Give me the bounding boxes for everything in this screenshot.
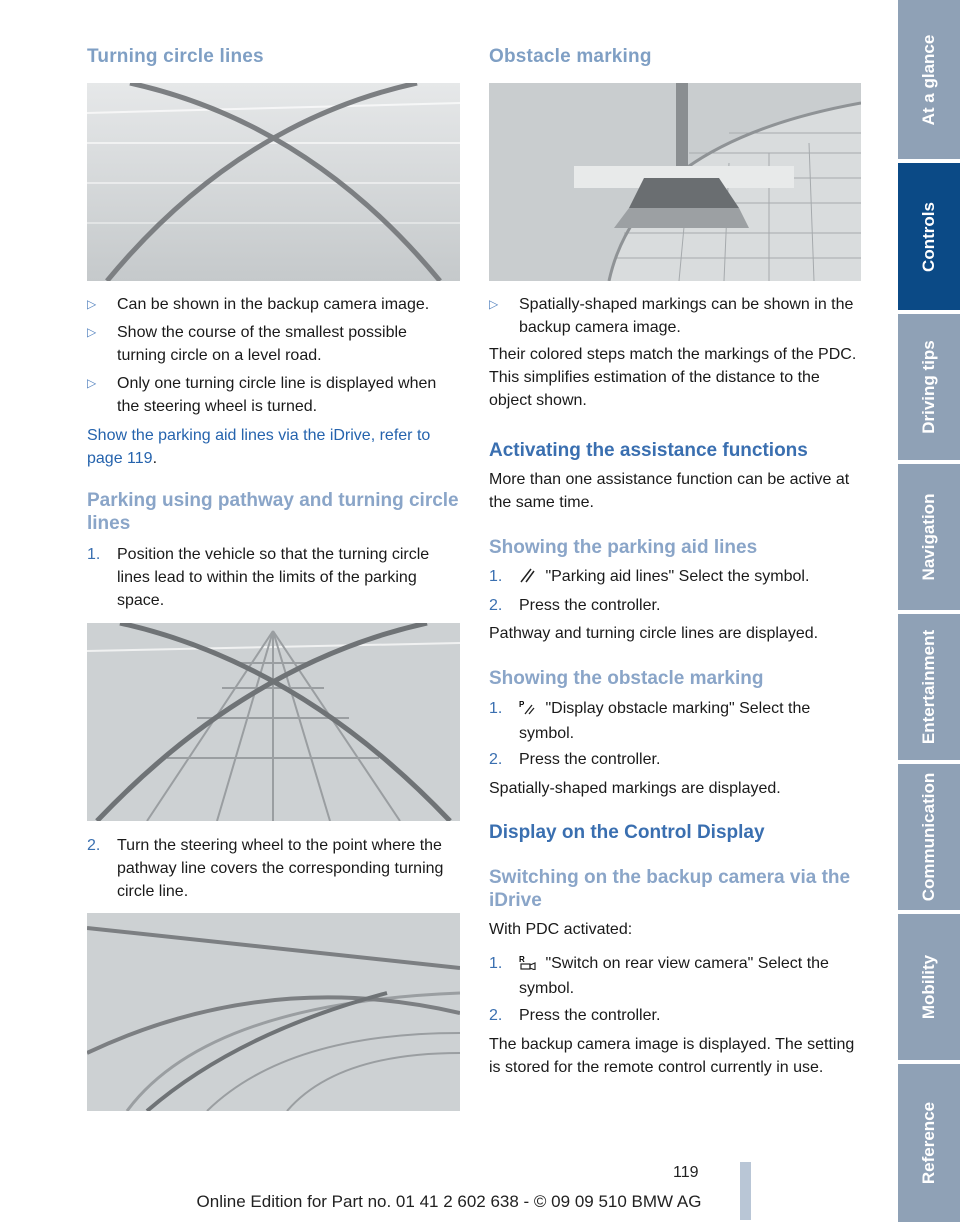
triangle-bullet-icon: ▷ [87,376,97,390]
footer-text: Online Edition for Part no. 01 41 2 602 638 - © 09 09 510 BMW AG [196,1192,702,1211]
bullet-item: ▷ Show the course of the smallest possible turning circle on a level road. [87,321,459,367]
bullet-item: ▷ Can be shown in the backup camera image. [87,293,459,316]
parking-subheading: Parking using pathway and turning circle lines [87,490,459,534]
turning-circle-image [87,83,460,281]
tab-reference[interactable]: Reference [898,1064,960,1222]
tab-mobility[interactable]: Mobility [898,914,960,1060]
step-item: 2. Press the controller. [489,751,661,768]
svg-text:P: P [519,700,525,709]
obstacle-marking-icon [519,699,541,722]
activating-heading: Activating the assistance functions [489,440,808,461]
page-link[interactable]: 119 [127,450,153,467]
bullet-item: ▷ Only one turning circle line is displayed when the steering wheel is turned. [87,372,459,418]
triangle-bullet-icon: ▷ [87,325,97,339]
tab-driving-tips[interactable]: Driving tips [898,314,960,460]
parking-lines-heading: Showing the parking aid lines [489,537,758,558]
step-item: 2. Press the controller. [489,597,661,614]
parking-result: Pathway and turning circle lines are displayed. [489,625,819,642]
tab-navigation[interactable]: Navigation [898,464,960,610]
parking-lines-icon [519,567,541,590]
step-item: 1. "Parking aid lines" Select the symbol. [489,565,861,590]
pathway-lines-image [87,623,460,821]
bullet-item: ▷ Spatially-shaped markings can be shown in the backup camera image. [489,293,861,339]
step-item: 1. P "Display obstacle marking" Select the symbol. [489,700,811,742]
triangle-bullet-icon: ▷ [87,297,97,311]
with-pdc-text: With PDC activated: [489,921,633,938]
step-item: 1. Position the vehicle so that the turning circle lines lead to within the limits of the parking space. [87,546,430,609]
tab-communication[interactable]: Communication [898,764,960,910]
tab-controls[interactable]: Controls [898,163,960,310]
switching-heading: Switching on the backup camera via the iDrive [489,867,851,911]
chapter-sidebar [898,0,960,1222]
triangle-bullet-icon: ▷ [489,297,499,311]
obstacle-marking-image [489,83,861,281]
obstacle-result: Spatially-shaped markings are displayed. [489,780,781,797]
note-paragraph: Show the parking aid lines via the iDrive, refer to page 119. [87,427,431,467]
step-item: 2. Turn the steering wheel to the point where the pathway line covers the corresponding turning circle line. [87,837,444,900]
turning-alignment-image [87,913,460,1111]
tab-at-a-glance[interactable]: At a glance [898,0,960,159]
svg-text:R: R [519,955,525,964]
page-number: 119 [673,1164,699,1181]
pdc-paragraph: Their colored steps match the markings of the PDC. This simplifies estimation of the distance to the object shown. [489,346,857,409]
control-display-heading: Display on the Control Display [489,822,765,843]
turning-circle-heading: Turning circle lines [87,46,264,67]
final-paragraph: The backup camera image is displayed. The setting is stored for the remote control currently in use. [489,1036,855,1076]
step-item: 1. R "Switch on rear view camera" Select the symbol. [489,955,829,997]
rear-camera-icon [519,954,541,977]
obstacle-heading: Showing the obstacle marking [489,668,764,689]
obstacle-marking-heading: Obstacle marking [489,46,652,67]
tab-entertainment[interactable]: Entertainment [898,614,960,760]
step-item: 2. Press the controller. [489,1007,661,1024]
activating-paragraph: More than one assistance function can be active at the same time. [489,471,850,511]
